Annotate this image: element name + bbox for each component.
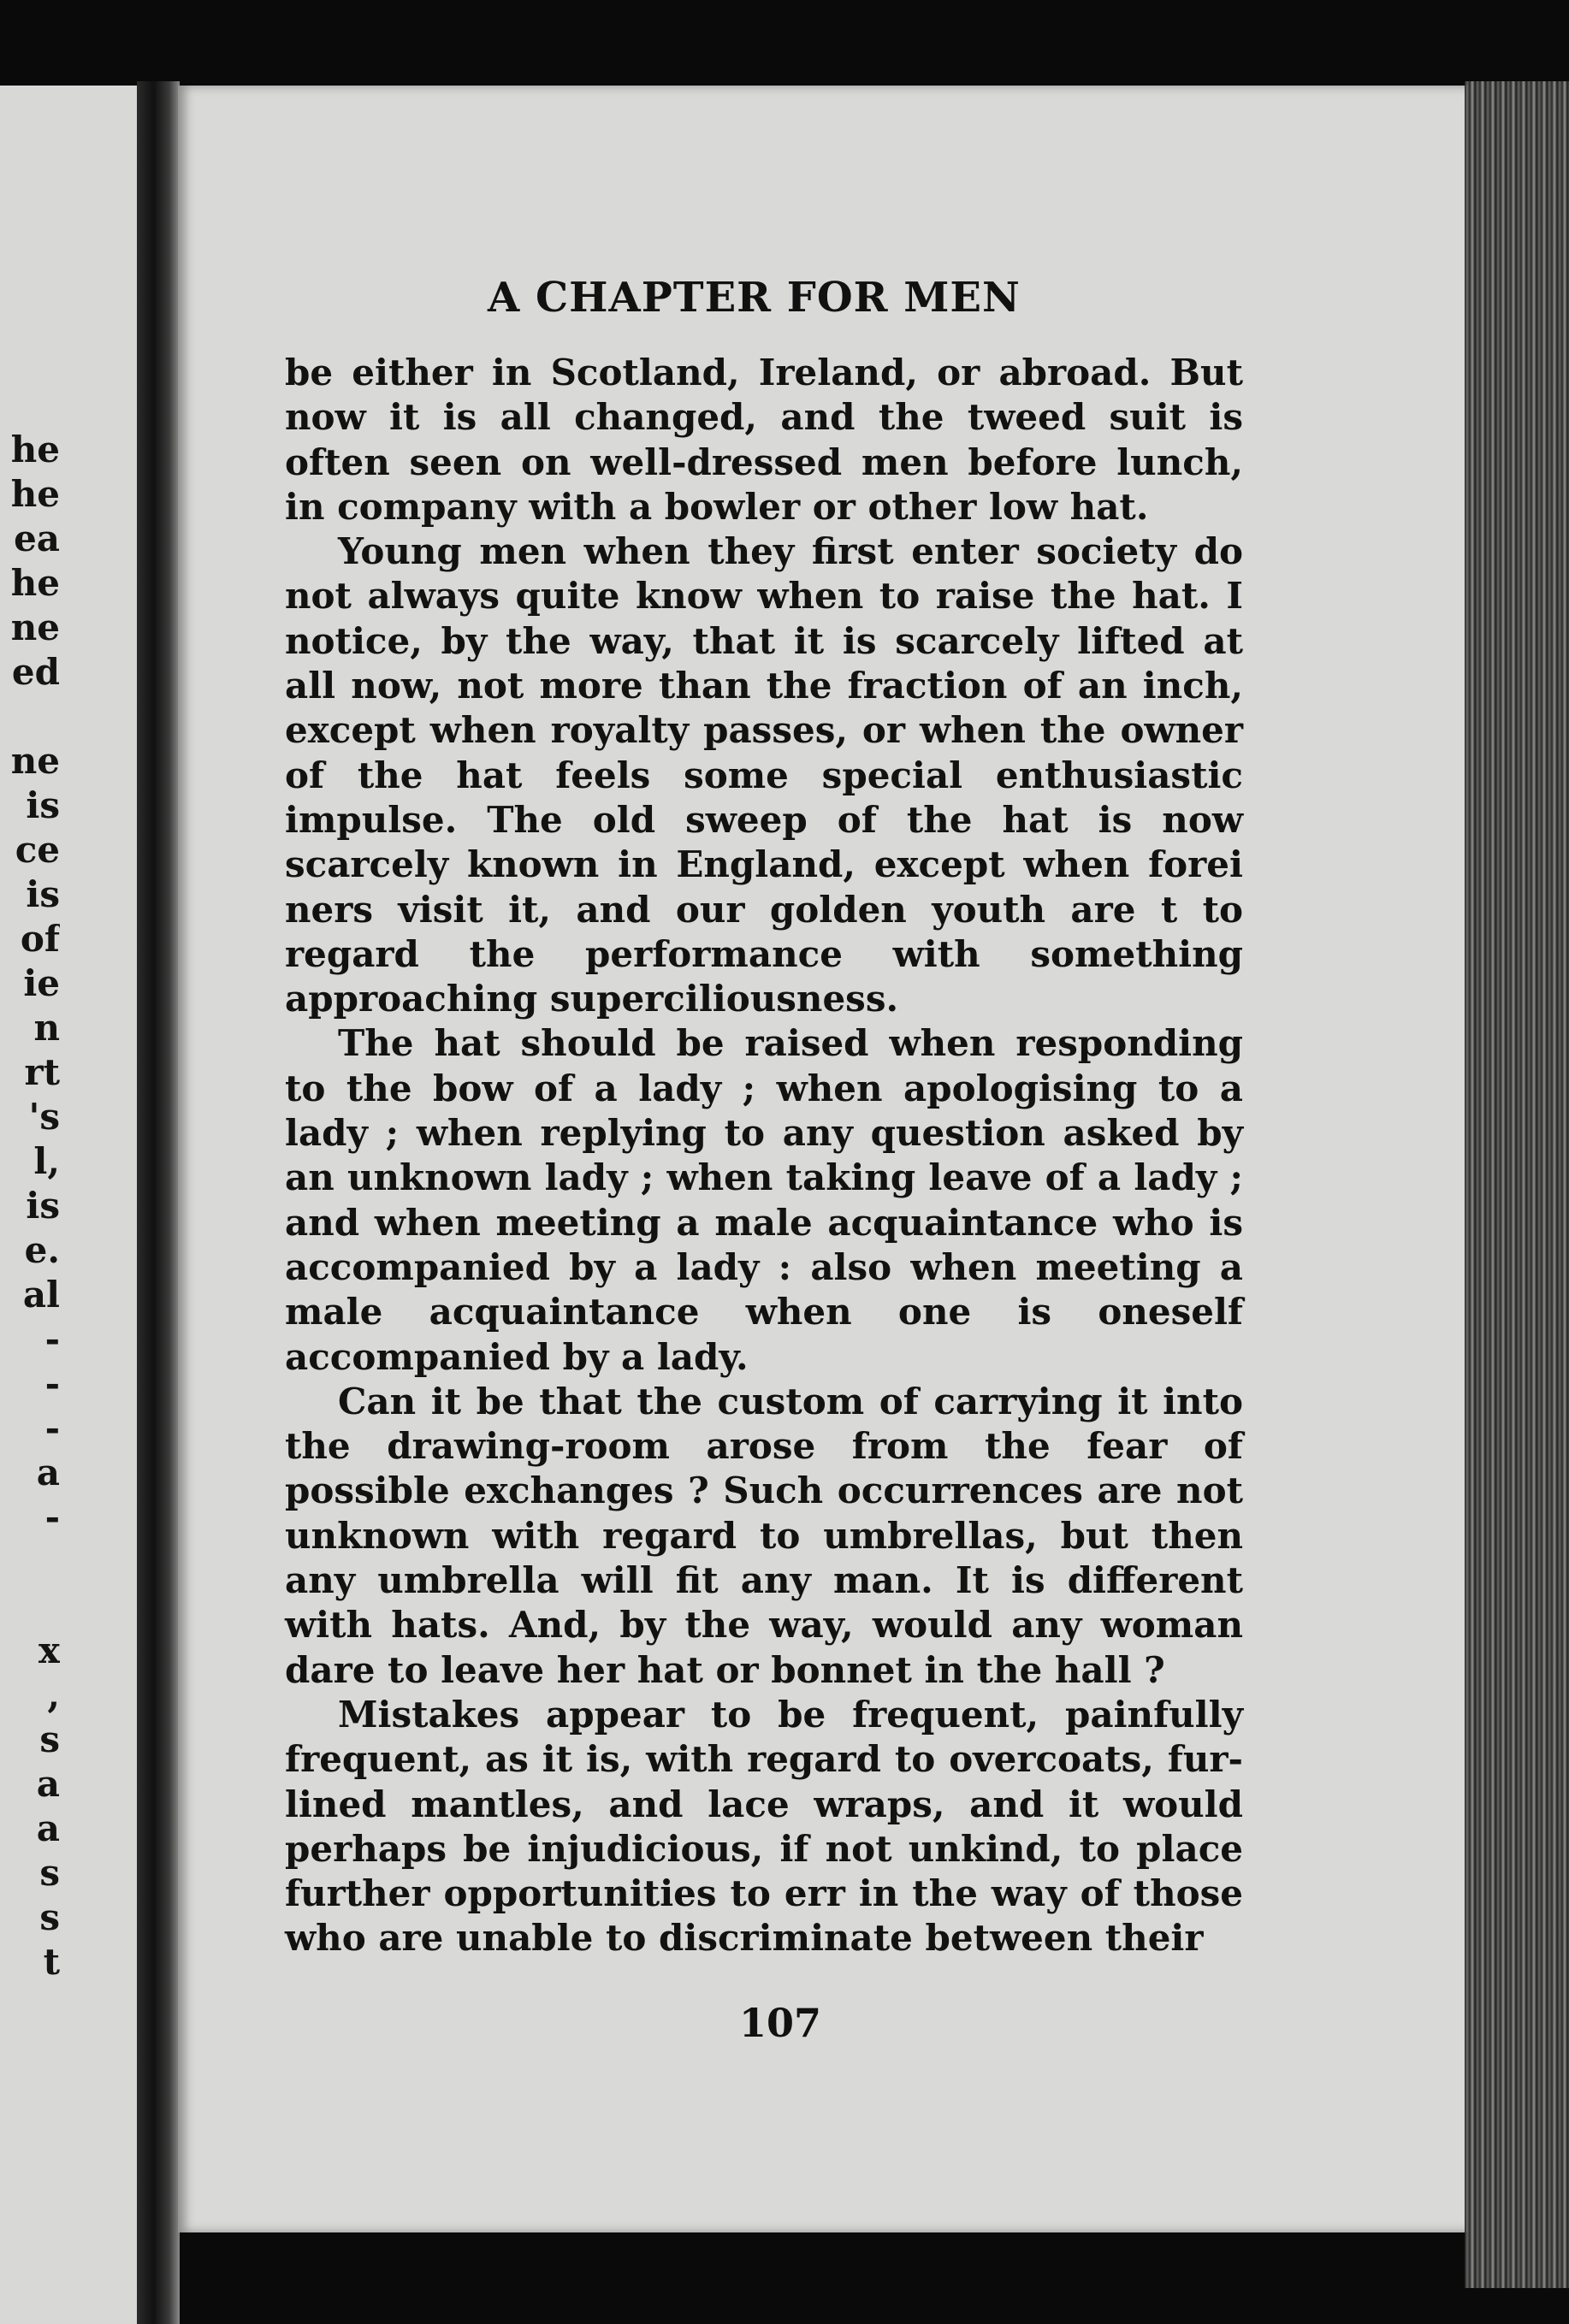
fragment-line: t (43, 1941, 60, 1983)
fragment-line: e. (24, 1229, 60, 1271)
fragment-line: n (33, 1007, 60, 1049)
fragment-line: x (38, 1629, 60, 1671)
page-number: 107 (738, 2000, 822, 2046)
page-number-container (0, 2000, 1569, 2046)
page-stack-edge (1465, 81, 1569, 2288)
paragraph: Young men when they first enter society do not always quite know when to raise the hat. I notice, by the way, that it is scarcely lifted at all now, not more than the fraction of an inch, except when royalty passes, or when the owner of the hat feels some special enthusiastic impulse. The old sweep of the hat is now scarcely known in England, except when forei ners visit it, and our golden youth are t to regard the performance with something approaching superciliousness. (285, 530, 1243, 1020)
paragraph: Mistakes appear to be frequent, painfully frequent, as it is, with regard to overcoats, fur-lined mantles, and lace wraps, and it would perhaps be injudicious, if not unkind, to place further opportunities to err in the way of those who are unable to discriminate between their (285, 1693, 1243, 1960)
fragment-line: ed (11, 651, 60, 693)
fragment-line: a (36, 1807, 60, 1849)
fragment-line (0, 695, 60, 739)
fragment-line: - (44, 1318, 60, 1360)
fragment-line: l, (33, 1140, 60, 1182)
fragment-line: a (36, 1452, 60, 1493)
fragment-line: of (20, 918, 60, 960)
book-gutter (137, 81, 180, 2324)
fragment-line (0, 1540, 60, 1584)
paragraph: Can it be that the custom of carrying it into the drawing-room arose from the fear of possible exchanges ? Such occurrences are not unknown with regard to umbrellas, but then any umbrella will fit any man. It is different with hats. And, by the way, would any woman dare to leave her hat or bonnet in the hall ? (285, 1380, 1243, 1691)
fragment-line: ie (23, 962, 60, 1004)
fragment-line: is (26, 1185, 60, 1227)
fragment-line: is (26, 784, 60, 826)
fragment-line: s (39, 1718, 60, 1760)
running-header: A CHAPTER FOR MEN (488, 274, 1021, 322)
fragment-line: he (10, 562, 60, 604)
fragment-line: , (47, 1674, 60, 1716)
fragment-line: ne (10, 740, 60, 782)
fragment-line: a (36, 1763, 60, 1805)
fragment-line: he (10, 429, 60, 470)
fragment-line: ce (15, 829, 60, 871)
fragment-line: 's (28, 1096, 60, 1138)
fragment-line: - (44, 1363, 60, 1404)
fragment-line: al (22, 1274, 60, 1316)
fragment-line: - (44, 1496, 60, 1538)
paragraph: be either in Scotland, Ireland, or abroad. But now it is all changed, and the tweed suit is often seen on well-dressed men before lunch, in company with a bowler or other low hat. (285, 352, 1243, 528)
fragment-line: ne (10, 606, 60, 648)
previous-page-text-fragments (0, 428, 60, 1984)
fragment-line: s (39, 1896, 60, 1938)
previous-page-edge (0, 86, 147, 2324)
fragment-line (0, 1584, 60, 1629)
fragment-line: he (10, 473, 60, 515)
fragment-line: rt (24, 1051, 60, 1093)
page-body (285, 351, 1243, 1961)
fragment-line: s (39, 1852, 60, 1894)
fragment-line: ea (14, 517, 60, 559)
fragment-line: - (44, 1407, 60, 1449)
paragraph: The hat should be raised when responding to the bow of a lady ; when apologising to a lady ; when replying to any question asked by an unknown lady ; when taking leave of a lady ; and when meeting a male acquaintance who is accompanied by a lady : also when meeting a male acquaintance when one is oneself accompanied by a lady. (285, 1022, 1243, 1378)
fragment-line: is (26, 873, 60, 915)
